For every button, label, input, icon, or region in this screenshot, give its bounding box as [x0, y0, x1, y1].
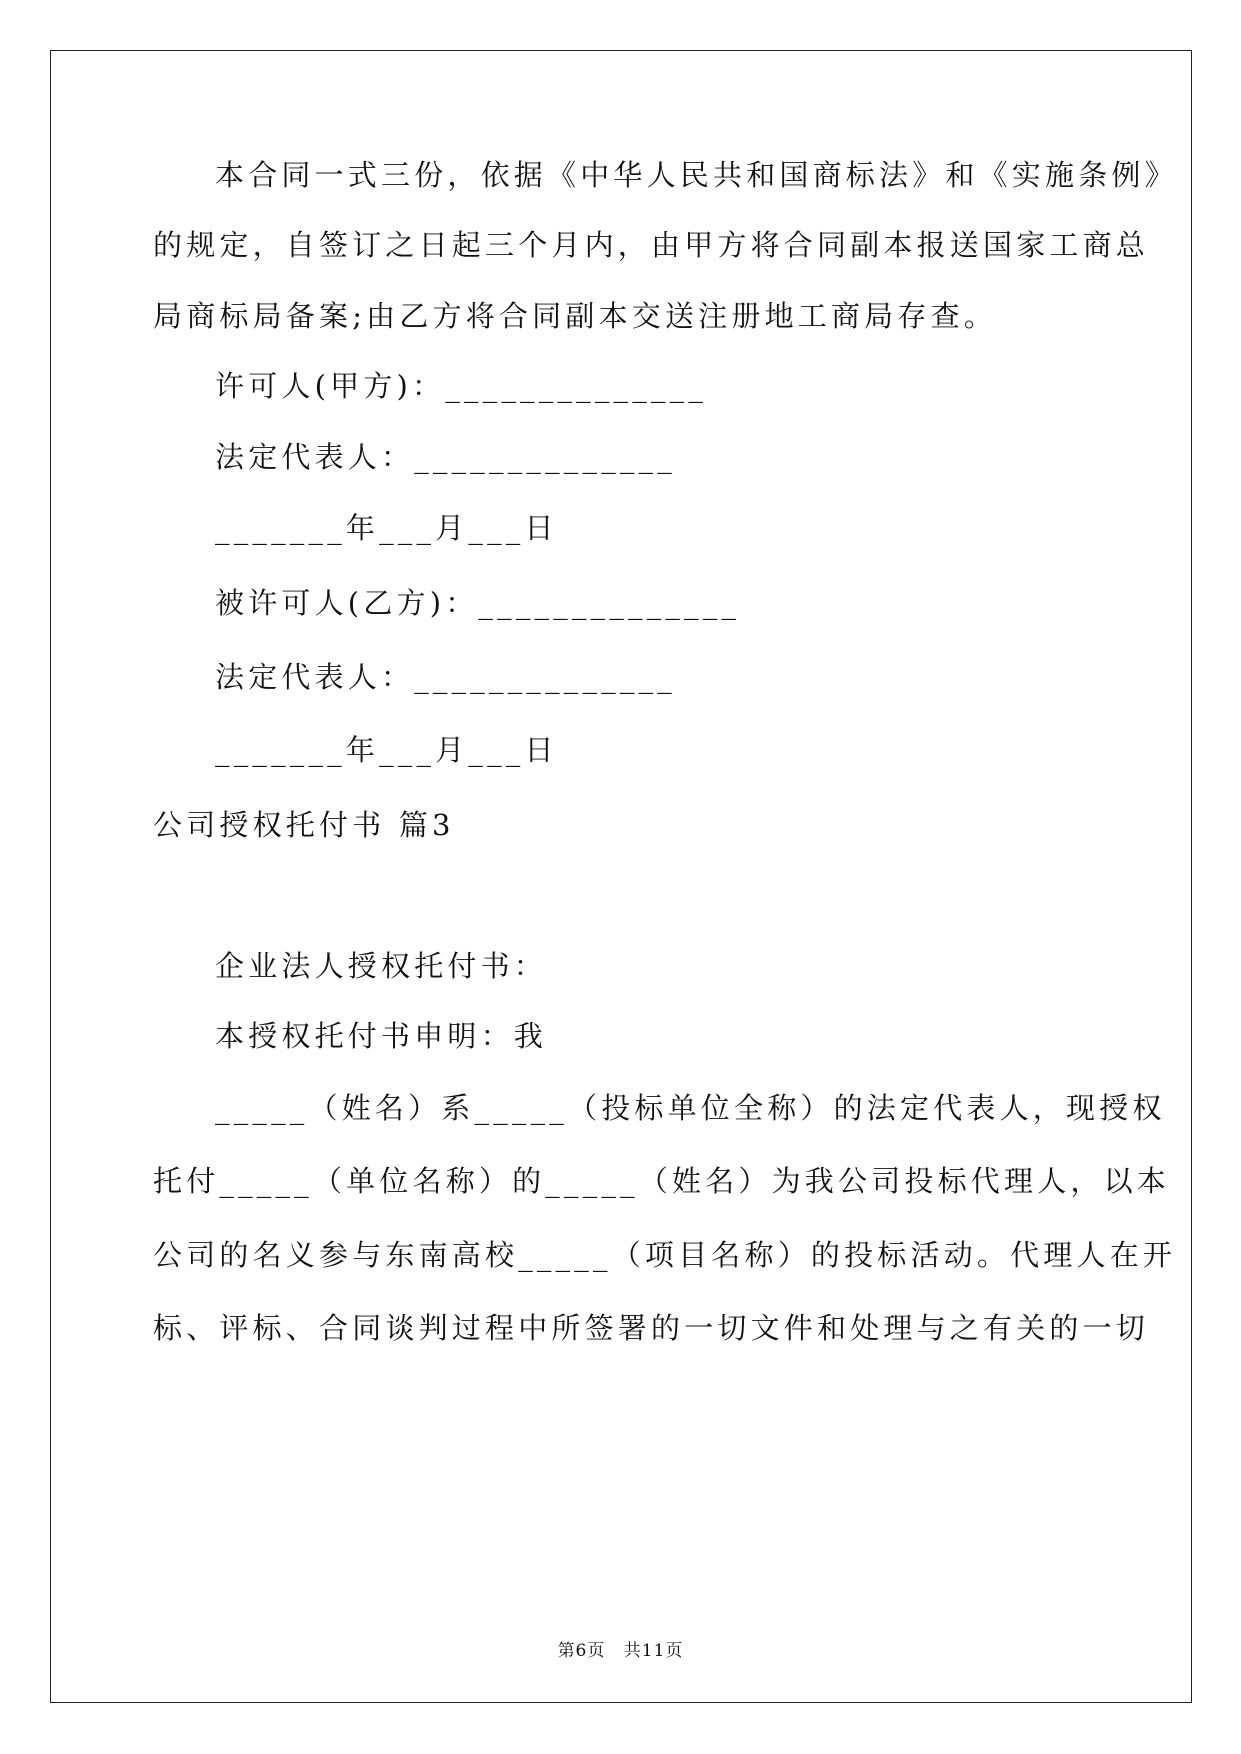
legal-rep-line: 法定代表人：______________ — [215, 440, 677, 474]
licensor-line: 许可人(甲方)：______________ — [215, 369, 708, 403]
page-footer — [0, 1636, 1241, 1661]
paragraph-line: 托付_____（单位名称）的_____（姓名）为我公司投标代理人，以本 — [153, 1164, 1171, 1198]
section-heading: 公司授权托付书 篇3 — [153, 808, 455, 842]
page-total: 共11页 — [623, 1641, 684, 1661]
paragraph-line: 本授权托付书申明：我 — [215, 1019, 548, 1053]
legal-rep-line: 法定代表人：______________ — [215, 660, 677, 694]
paragraph-line: _____（姓名）系_____（投标单位全称）的法定代表人，现授权 — [215, 1091, 1166, 1125]
date-line: _______年___月___日 — [215, 511, 558, 545]
paragraph-line: 的规定，自签订之日起三个月内，由甲方将合同副本报送国家工商总 — [153, 228, 1150, 262]
licensee-line: 被许可人(乙方)：______________ — [215, 586, 741, 620]
date-line: _______年___月___日 — [215, 733, 558, 767]
paragraph-line: 标、评标、合同谈判过程中所签署的一切文件和处理与之有关的一切 — [153, 1311, 1150, 1345]
paragraph-line: 局商标局备案;由乙方将合同副本交送注册地工商局存查。 — [153, 299, 997, 333]
paragraph-line: 本合同一式三份，依据《中华人民共和国商标法》和《实施条例》 — [215, 158, 1178, 192]
paragraph-line: 企业法人授权托付书： — [215, 949, 548, 983]
page-number: 第6页 — [557, 1641, 606, 1661]
paragraph-line: 公司的名义参与东南高校_____（项目名称）的投标活动。代理人在开 — [153, 1238, 1177, 1272]
